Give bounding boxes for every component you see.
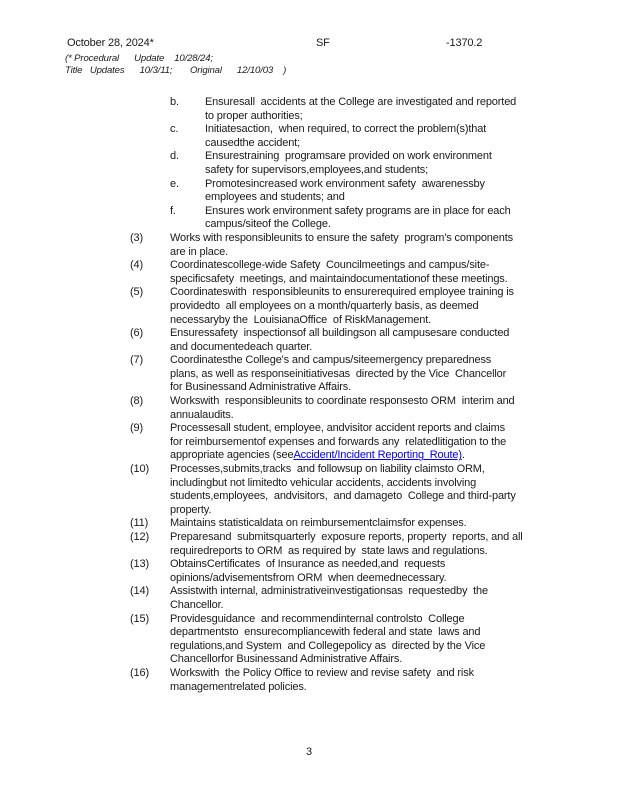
text-line: providedto all employees on a month/quarterly basis, as deemed bbox=[170, 299, 479, 312]
text-line: Works with responsibleunits to ensure the safety program's components bbox=[170, 231, 513, 244]
item-text bbox=[170, 585, 600, 612]
text-line: Ensurestraining programsare provided on work environment bbox=[205, 150, 492, 163]
list-item-b bbox=[130, 96, 600, 123]
text-line: for reimbursementof expenses and forwards any relatedlitigation to the bbox=[170, 435, 507, 448]
text-line: Promotesincreased work environment safety awarenessby bbox=[205, 177, 485, 190]
accident-incident-reporting-route-link[interactable]: Accident/Incident Reporting Route) bbox=[293, 449, 462, 462]
item-text bbox=[205, 178, 600, 205]
item-label: (7) bbox=[130, 354, 143, 367]
item-text bbox=[170, 558, 600, 585]
text-line: Coordinatescollege-wide Safety Councilmeetings and campus/site- bbox=[170, 259, 490, 272]
text-line: safety for supervisors,employees,and students; bbox=[205, 163, 428, 176]
list-item-9 bbox=[130, 422, 600, 463]
text-line: necessaryby the LouisianaOffice of RiskManagement. bbox=[170, 313, 432, 326]
text-line: requiredreports to ORM as required by state laws and regulations. bbox=[170, 544, 488, 557]
item-text bbox=[170, 422, 600, 463]
text-line: are in place. bbox=[170, 245, 228, 258]
item-text bbox=[170, 517, 600, 531]
list-item-12 bbox=[130, 531, 600, 558]
item-label: (5) bbox=[130, 286, 143, 299]
item-label: (10) bbox=[130, 463, 149, 476]
list-item-14 bbox=[130, 585, 600, 612]
text-line: students,employees, andvisitors, and damageto College and third-party bbox=[170, 490, 516, 503]
item-text bbox=[170, 667, 600, 694]
text-line: Providesguidance and recommendinternal controlsto College bbox=[170, 612, 465, 625]
item-text bbox=[170, 232, 600, 259]
text-line: causedthe accident; bbox=[205, 136, 300, 149]
item-text bbox=[170, 286, 600, 327]
text-line: Workswith the Policy Office to review and revise safety and risk bbox=[170, 666, 474, 679]
text-line: Preparesand submitsquarterly exposure reports, property reports, and all bbox=[170, 531, 523, 543]
header-revision-line-1: (* Procedural Update 10/28/24; bbox=[65, 53, 213, 64]
item-text bbox=[170, 354, 600, 395]
item-label: d. bbox=[170, 150, 179, 163]
item-label: c. bbox=[170, 123, 179, 136]
list-item-16 bbox=[130, 667, 600, 694]
text-line: Chancellorfor Businessand Administrative Affairs. bbox=[170, 653, 403, 666]
text-line: opinions/advisementsfrom ORM when deemednecessary. bbox=[170, 571, 447, 584]
text-line: Ensuressafety inspectionsof all buildingson all campusesare conducted bbox=[170, 327, 510, 340]
list-item-6 bbox=[130, 327, 600, 354]
item-label: f. bbox=[170, 204, 176, 217]
list-item-5 bbox=[130, 286, 600, 327]
text-line: regulations,and System and Collegepolicy as directed by the Vice bbox=[170, 639, 486, 652]
item-text bbox=[205, 96, 600, 123]
text-line: Initiatesaction, when required, to correct the problem(s)that bbox=[205, 123, 487, 136]
text-line: Ensures work environment safety programs are in place for each bbox=[205, 204, 511, 217]
item-text bbox=[170, 531, 600, 558]
page-number: 3 bbox=[306, 746, 312, 758]
list-item-e bbox=[130, 178, 600, 205]
text-line: ObtainsCertificates of Insurance as needed,and requests bbox=[170, 558, 446, 571]
item-text bbox=[170, 613, 600, 667]
list-item-7 bbox=[130, 354, 600, 395]
item-text bbox=[170, 327, 600, 354]
text-line: departmentsto ensurecompliancewith federal and state laws and bbox=[170, 626, 481, 639]
list-item-4 bbox=[130, 259, 600, 286]
item-text bbox=[205, 205, 600, 232]
text-line: Ensuresall accidents at the College are investigated and reported bbox=[205, 96, 517, 108]
text-line: Chancellor. bbox=[170, 598, 224, 611]
item-label: (15) bbox=[130, 612, 149, 625]
list-item-f bbox=[130, 205, 600, 232]
item-label: (14) bbox=[130, 585, 149, 598]
item-text bbox=[170, 395, 600, 422]
list-item-8 bbox=[130, 395, 600, 422]
item-label: e. bbox=[170, 177, 179, 190]
text-line: employees and students; and bbox=[205, 191, 345, 204]
item-label: (3) bbox=[130, 231, 143, 244]
item-label: (8) bbox=[130, 395, 143, 408]
item-text bbox=[205, 123, 600, 150]
list-item-10 bbox=[130, 463, 600, 517]
list-item-3 bbox=[130, 232, 600, 259]
list-item-13 bbox=[130, 558, 600, 585]
item-label: (4) bbox=[130, 259, 143, 272]
header-revision-line-2: Title Updates 10/3/11; Original 12/10/03 ) bbox=[65, 65, 287, 76]
list-item-15 bbox=[130, 613, 600, 667]
policy-duties-list bbox=[130, 96, 600, 694]
text-line: Assistwith internal, administrativeinvestigationsas requestedby the bbox=[170, 585, 488, 598]
text-segment: appropriate agencies (see bbox=[170, 449, 294, 462]
item-label: (16) bbox=[130, 666, 149, 679]
header-code: SF bbox=[316, 37, 330, 49]
item-label: (13) bbox=[130, 558, 149, 571]
item-text bbox=[205, 150, 600, 177]
item-label: (12) bbox=[130, 531, 149, 543]
text-line: Coordinatesthe College's and campus/siteemergency preparedness bbox=[170, 354, 492, 367]
item-text bbox=[170, 259, 600, 286]
text-segment: . bbox=[461, 449, 465, 462]
text-line: to proper authorities; bbox=[205, 109, 303, 122]
text-line: Workswith responsibleunits to coordinate responsesto ORM interim and bbox=[170, 395, 515, 408]
text-line: property. bbox=[170, 503, 212, 516]
text-line: Maintains statisticaldata on reimbursementclaimsfor expenses. bbox=[170, 517, 467, 530]
item-label: (6) bbox=[130, 327, 143, 340]
item-text bbox=[170, 463, 600, 517]
list-item-d bbox=[130, 150, 600, 177]
text-line: Processesall student, employee, andvisitor accident reports and claims bbox=[170, 422, 505, 435]
header-policy-number: -1370.2 bbox=[446, 37, 483, 49]
item-label: b. bbox=[170, 96, 179, 108]
text-line: managementrelated policies. bbox=[170, 680, 307, 693]
text-line: Coordinateswith responsibleunits to ensurerequired employee training is bbox=[170, 286, 514, 299]
text-line: Processes,submits,tracks and followsup on liability claimsto ORM, bbox=[170, 463, 485, 476]
text-line: specificsafety meetings, and maintaindocumentationof these meetings. bbox=[170, 272, 508, 285]
item-label: (9) bbox=[130, 422, 143, 435]
list-item-c bbox=[130, 123, 600, 150]
text-line: for Businessand Administrative Affairs. bbox=[170, 381, 352, 394]
text-line: and documentedeach quarter. bbox=[170, 340, 313, 353]
header-date: October 28, 2024* bbox=[67, 37, 154, 49]
text-line: campus/siteof the College. bbox=[205, 218, 331, 231]
item-label: (11) bbox=[130, 517, 149, 530]
text-line: includingbut not limitedto vehicular accidents, accidents involving bbox=[170, 476, 477, 489]
list-item-11 bbox=[130, 517, 600, 531]
text-line: plans, as well as responseinitiativesas directed by the Vice Chancellor bbox=[170, 367, 507, 380]
text-line bbox=[170, 449, 600, 463]
text-line: annualaudits. bbox=[170, 408, 234, 421]
